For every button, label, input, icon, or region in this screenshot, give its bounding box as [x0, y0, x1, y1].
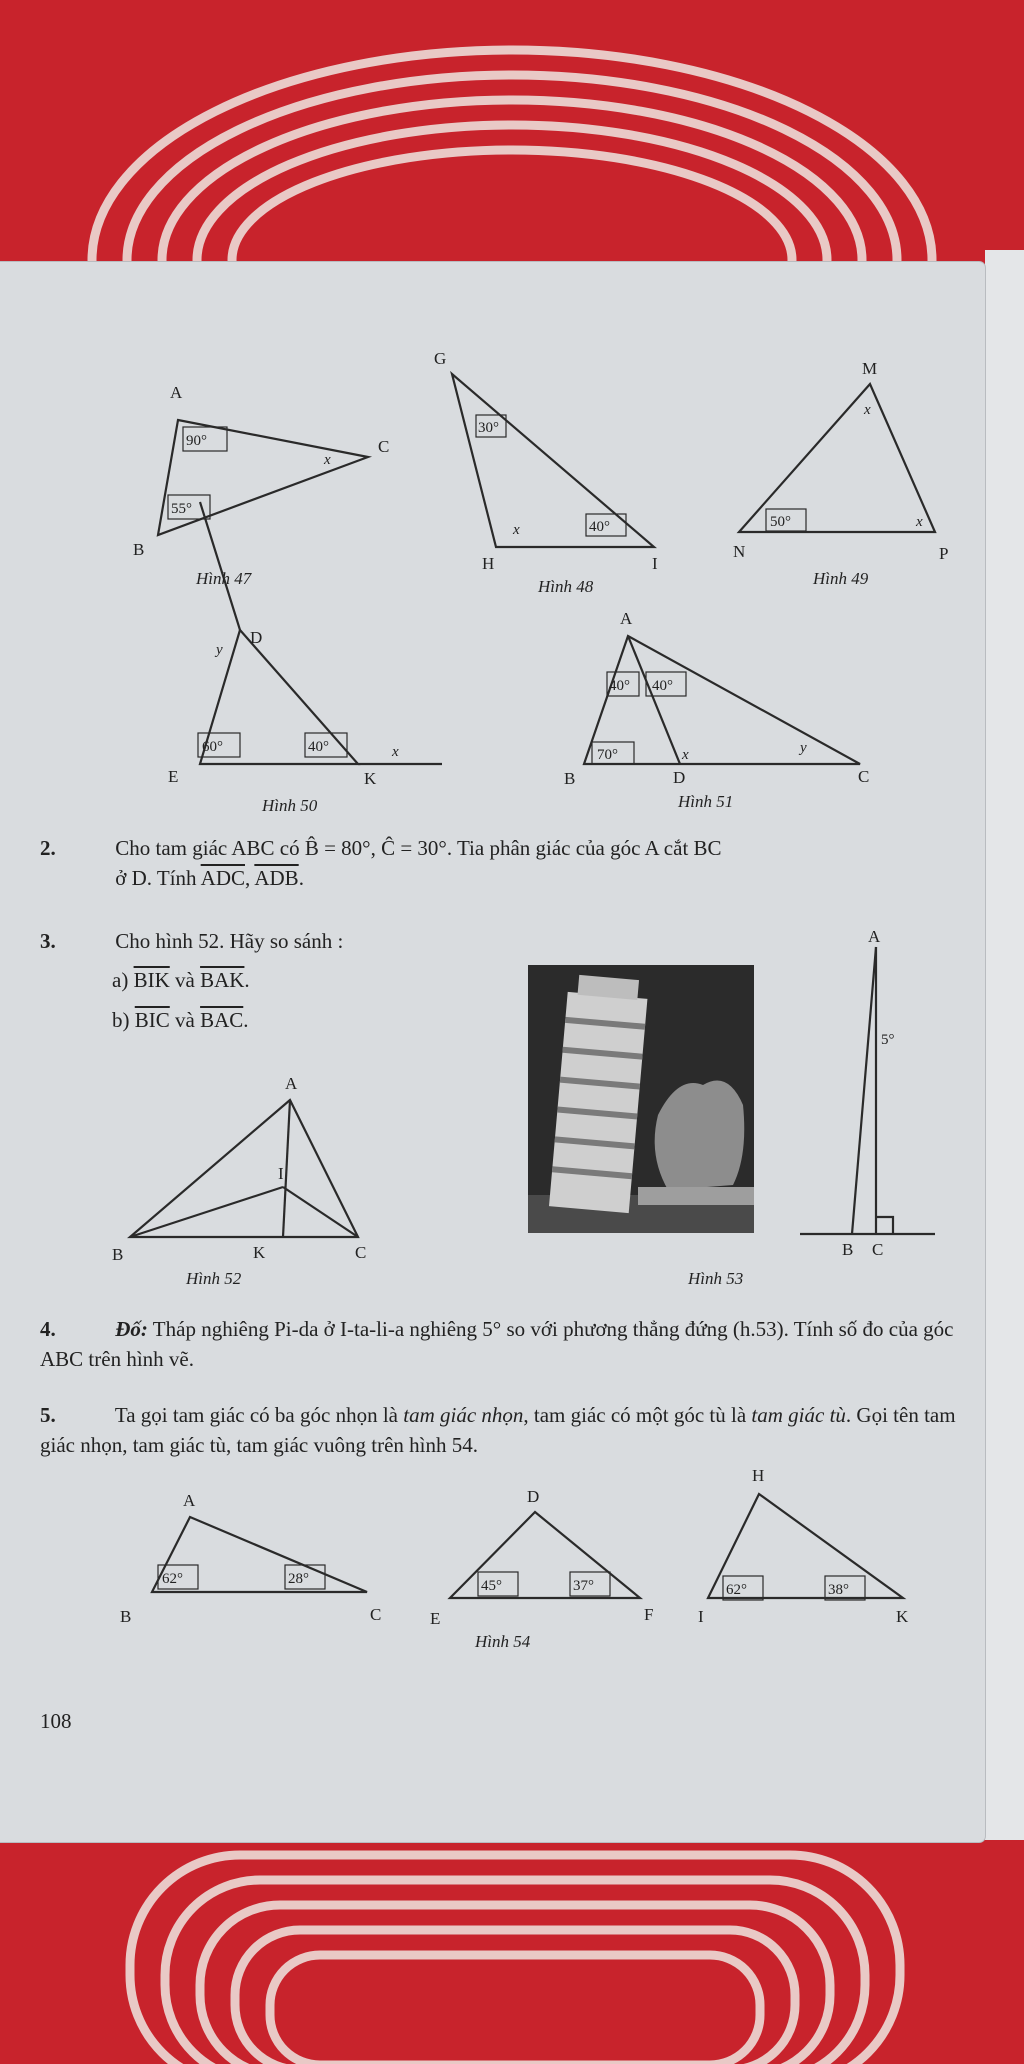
h51-label-A: A: [620, 609, 633, 628]
h47-angle-A: 90°: [186, 433, 207, 449]
h54-angle-K: 38°: [828, 1582, 849, 1598]
exercise-2-text-b: . Tia phân giác của góc A cắt BC: [446, 836, 722, 860]
h49-label-P: P: [939, 544, 949, 563]
exercise-4-text: Tháp nghiêng Pi-da ở I-ta-li-a nghiêng 5° so với phương thẳng đứng (h.53). Tính số đo của góc ABC trên hình vẽ.: [40, 1317, 954, 1372]
h52-label-K: K: [253, 1243, 266, 1262]
h48-angle-G: 30°: [478, 420, 499, 436]
line-50-extension: [200, 502, 240, 630]
right-angle-mark: [876, 1217, 893, 1234]
triangle-ABC-54: [152, 1517, 367, 1592]
exercise-3-text: Cho hình 52. Hãy so sánh :: [115, 929, 344, 953]
exercise-2-angle-b: B̂ = 80°: [304, 836, 371, 860]
exercise-4-number: 4.: [40, 1317, 56, 1341]
h50-caption: Hình 50: [262, 796, 318, 815]
exercise-3: [40, 926, 970, 956]
exercise-5-number: 5.: [40, 1403, 56, 1427]
h54-angle-F: 37°: [573, 1578, 594, 1594]
exercise-3a-label: a): [112, 968, 129, 992]
page-edge: [985, 250, 1024, 1840]
h54-label-H: H: [752, 1466, 765, 1485]
h53-angle: 5°: [881, 1032, 895, 1048]
exercise-3b: b) $\overline{BIC}$ và $\overline{BAC}$.: [112, 1008, 249, 1032]
h54-caption: Hình 54: [475, 1632, 531, 1651]
exercise-5-text3: . Gọi tên tam giác nhọn, tam giác tù, tam giác vuông trên hình 54.: [40, 1403, 956, 1458]
h53-label-B: B: [842, 1240, 854, 1259]
h54-label-K: K: [896, 1607, 909, 1626]
triangle-50: [200, 630, 358, 764]
exercise-4: [40, 1314, 970, 1375]
h51-y: y: [800, 740, 807, 756]
h50-label-K: K: [364, 769, 377, 788]
segment-AK: [283, 1100, 290, 1237]
h54-angle-E: 45°: [481, 1578, 502, 1594]
exercise-3b-arc-bic: $\overline{BIC}$: [134, 1008, 170, 1032]
h54-label-E: E: [430, 1609, 441, 1628]
exercise-5-term1: tam giác nhọn: [403, 1403, 524, 1427]
tablecloth-bottom: [0, 1835, 1024, 2064]
h48-label-G: G: [434, 349, 447, 368]
h51-x: x: [682, 747, 689, 763]
h54-label-F: F: [644, 1605, 654, 1624]
bisector-51: [628, 636, 680, 764]
exercise-4-lead: Đố:: [115, 1317, 148, 1341]
exercise-2-angle-c: Ĉ = 30°: [381, 836, 447, 860]
exercise-2: 2. Cho tam giác ABC có B̂ = 80°, Ĉ = 30°. Tia phân giác của góc A cắt BC ở D. Tính $\overline{ADC}$, $\overline{ADB}$.: [40, 833, 970, 894]
figures-layer: [0, 262, 985, 1842]
h48-label-I: I: [652, 554, 658, 573]
page-number: 108: [40, 1709, 72, 1733]
exercise-5-text2: , tam giác có một góc tù là: [523, 1403, 747, 1427]
segment-BI: [130, 1187, 283, 1237]
h48-x: x: [513, 522, 520, 538]
h49-x-P: x: [916, 514, 923, 530]
exercise-5-text1: Ta gọi tam giác có ba góc nhọn là: [114, 1403, 398, 1427]
exercise-3b-and: và: [175, 1008, 195, 1032]
exercise-2-text-line2: ở D. Tính: [115, 866, 197, 891]
h53-label-C: C: [872, 1240, 884, 1259]
h49-angle-N: 50°: [770, 514, 791, 530]
exercise-2-number: 2.: [40, 836, 56, 860]
h50-x: x: [392, 744, 399, 760]
exercise-3a-arc-bik: $\overline{BIK}$: [133, 968, 170, 992]
h52-label-A: A: [285, 1074, 298, 1093]
h51-caption: Hình 51: [678, 792, 734, 811]
h50-y: y: [216, 642, 223, 658]
exercise-3b-label: b): [112, 1008, 130, 1032]
h50-label-D: D: [250, 628, 263, 647]
triangle-48: [452, 374, 654, 547]
h52-label-I: I: [278, 1164, 284, 1183]
tablecloth-top: [0, 0, 1024, 280]
h51-angle-B: 70°: [597, 747, 618, 763]
h51-label-B: B: [564, 769, 576, 788]
h48-caption: Hình 48: [538, 577, 594, 596]
h47-angle-B: 55°: [171, 501, 192, 517]
h53-label-A: A: [868, 927, 881, 946]
h47-label-B: B: [133, 540, 145, 559]
h50-angle-K: 40°: [308, 739, 329, 755]
h50-label-E: E: [168, 767, 179, 786]
h51-angle-A2: 40°: [652, 678, 673, 694]
h48-angle-I: 40°: [589, 519, 610, 535]
h51-label-C: C: [858, 767, 870, 786]
h54-label-C: C: [370, 1605, 382, 1624]
triangle-52: [130, 1100, 358, 1237]
h54-label-D: D: [527, 1487, 540, 1506]
h52-label-C: C: [355, 1243, 367, 1262]
h49-x-M: x: [864, 402, 871, 418]
exercise-3a: a) $\overline{BIK}$ và $\overline{BAK}$.: [112, 968, 250, 992]
h53-caption: Hình 53: [688, 1269, 744, 1288]
h50-angle-E: 60°: [202, 739, 223, 755]
h49-label-M: M: [862, 359, 878, 378]
exercise-2-text-a: Cho tam giác ABC có: [115, 836, 300, 860]
h49-caption: Hình 49: [813, 569, 869, 588]
triangle-49: [739, 384, 935, 532]
h47-label-A: A: [170, 383, 183, 402]
h47-label-C: C: [378, 437, 390, 456]
h54-angle-C: 28°: [288, 1571, 309, 1587]
h51-label-D: D: [673, 768, 686, 787]
h54-label-B: B: [120, 1607, 132, 1626]
exercise-3a-arc-bak: $\overline{BAK}$: [200, 968, 245, 992]
leaning-tower-photo: [528, 965, 754, 1233]
exercise-2-arc-adc: $\overline{ADC}$: [200, 866, 245, 891]
exercise-5: [40, 1400, 970, 1461]
tower-line-AB: [852, 947, 876, 1234]
exercise-3b-arc-bac: $\overline{BAC}$: [200, 1008, 244, 1032]
h54-angle-B: 62°: [162, 1571, 183, 1587]
h49-label-N: N: [733, 542, 746, 561]
h48-label-H: H: [482, 554, 495, 573]
h47-caption: Hình 47: [196, 569, 252, 588]
exercise-5-term2: tam giác tù: [751, 1403, 846, 1427]
h51-angle-A1: 40°: [609, 678, 630, 694]
triangle-51: [584, 636, 860, 764]
textbook-page: [0, 262, 985, 1842]
exercise-3a-and: và: [175, 968, 195, 992]
h54-label-I: I: [698, 1607, 704, 1626]
h54-label-A: A: [183, 1491, 196, 1510]
h47-x: x: [324, 452, 331, 468]
h54-angle-I: 62°: [726, 1582, 747, 1598]
h52-caption: Hình 52: [186, 1269, 242, 1288]
exercise-2-arc-adb: $\overline{ADB}$: [254, 866, 299, 891]
exercise-3-number: 3.: [40, 929, 56, 953]
h52-label-B: B: [112, 1245, 124, 1264]
